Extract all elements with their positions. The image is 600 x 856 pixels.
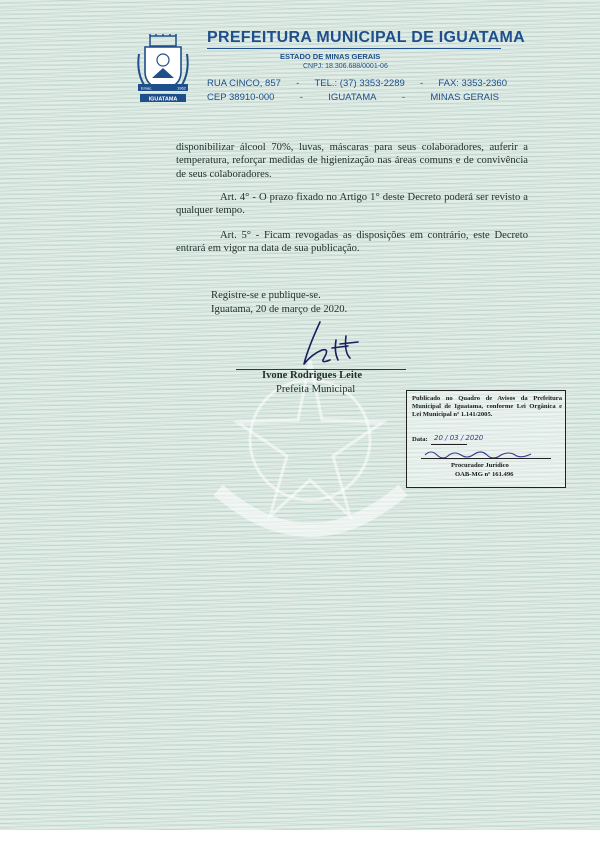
registration-line: Registre-se e publique-se. xyxy=(211,290,321,301)
header-title: PREFEITURA MUNICIPAL DE IGUATAMA xyxy=(207,29,526,46)
stamp-text: Publicado no Quadro de Avisos da Prefeitura Municipal de Iguatama, conforme Lei Orgânica e Lei Municipal nº 1.141/2005. xyxy=(412,395,562,419)
header-city: IGUATAMA xyxy=(328,92,377,103)
crest-date-right: 1962 xyxy=(177,85,186,91)
crest-banner-text: IGUATAMA xyxy=(148,96,178,103)
header-address: RUA CINCO, 857 xyxy=(207,78,281,89)
header-location-line xyxy=(207,92,499,103)
header-divider xyxy=(207,48,501,49)
header-cnpj: CNPJ: 18.306.688/0001-06 xyxy=(303,63,388,70)
header-fax: FAX: 3353-2360 xyxy=(438,78,507,89)
header-phone: TEL.: (37) 3353-2289 xyxy=(314,78,405,89)
header-separator: - xyxy=(419,78,424,89)
stamp-oab: OAB-MG nº 161.496 xyxy=(455,471,514,478)
header-state: ESTADO DE MINAS GERAIS xyxy=(280,52,381,61)
publication-stamp xyxy=(406,390,566,488)
article-4-paragraph: Art. 4° - O prazo fixado no Artigo 1° deste Decreto poderá ser revisto a qualquer tempo. xyxy=(176,192,528,217)
stamp-date-label: Data: xyxy=(412,436,428,443)
header-contact-line xyxy=(207,78,507,89)
stamp-signature-line xyxy=(421,458,551,459)
article-5-paragraph: Art. 5° - Ficam revogadas as disposições em contrário, este Decreto entrará em vigor na data de sua publicação. xyxy=(176,230,528,255)
place-date-line: Iguatama, 20 de março de 2020. xyxy=(211,304,348,315)
header-separator: - xyxy=(401,92,406,103)
signer-role: Prefeita Municipal xyxy=(276,384,356,395)
municipal-crest xyxy=(136,34,190,104)
page-bottom-margin xyxy=(0,830,600,856)
header-separator: - xyxy=(299,92,303,103)
handwritten-signature xyxy=(290,318,370,372)
crest-date-left: Emac. xyxy=(141,85,153,91)
header-separator: - xyxy=(296,78,300,89)
signer-name: Ivone Rodrigues Leite xyxy=(262,370,363,381)
stamp-date-value: 20 / 03 / 2020 xyxy=(434,434,484,442)
stamp-role: Procurador Jurídico xyxy=(451,462,509,469)
body-paragraph-1: disponibilizar álcool 70%, luvas, máscaras para seus colaboradores, auferir a temperatura, reforçar medidas de higienização nas áreas comuns e de convivência de seus colaboradores. xyxy=(176,142,528,180)
header-cep: CEP 38910-000 xyxy=(207,92,275,103)
header-region: MINAS GERAIS xyxy=(430,92,499,103)
